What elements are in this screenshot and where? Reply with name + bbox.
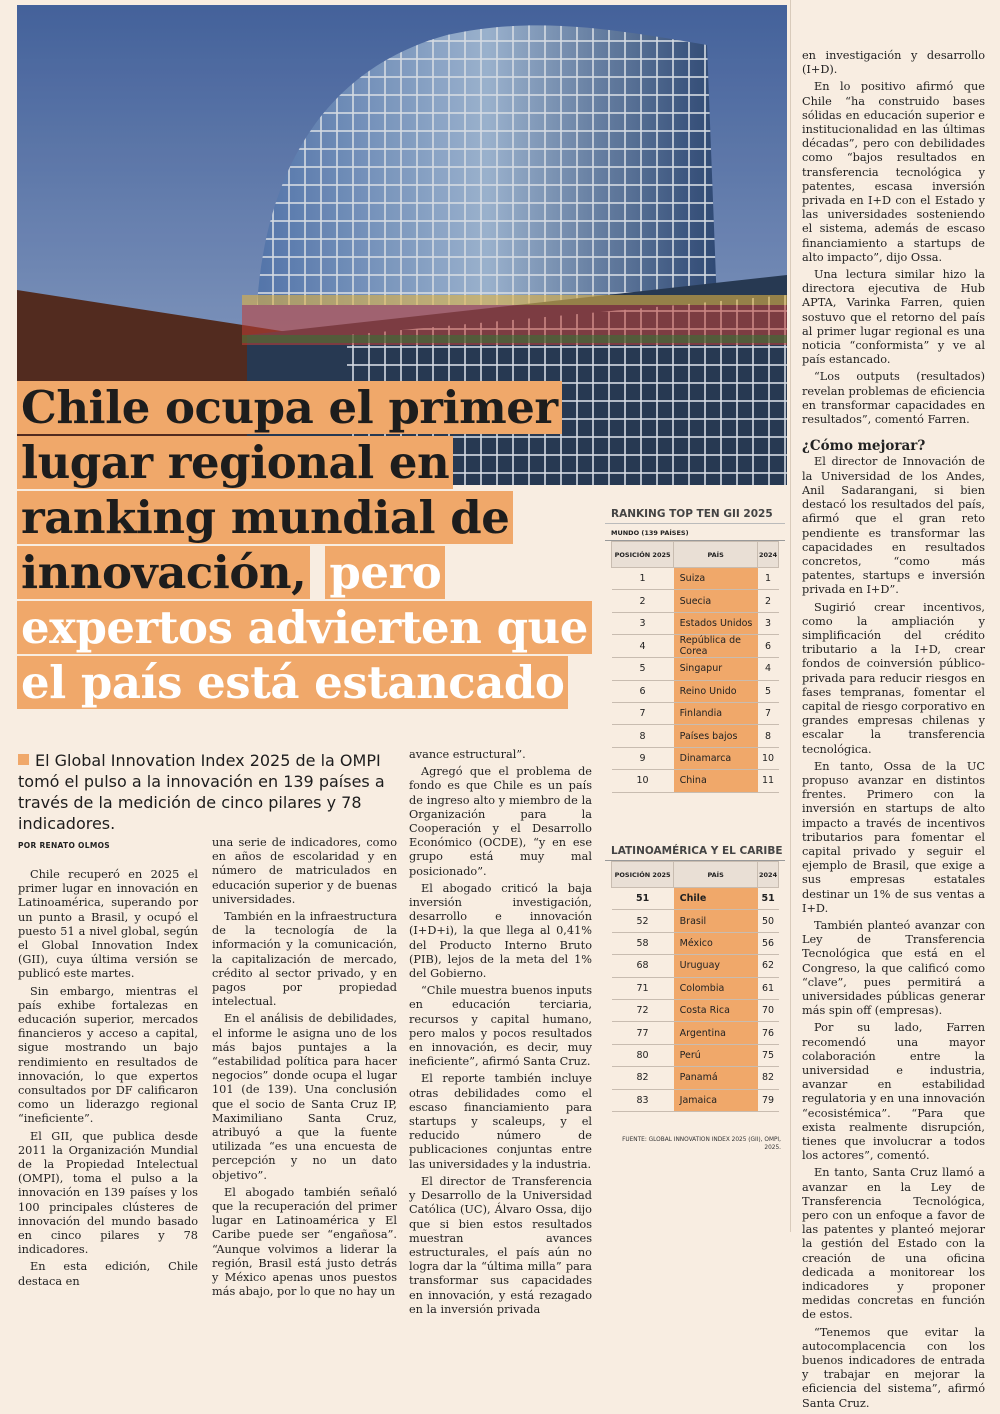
rank-2024-cell: 8 [758,725,779,747]
table-row [612,1067,779,1089]
paragraph: Por su lado, Farren recomendó una mayor colaboración entre la universidad e industria, avanzar en estabilidad regulatoria y en una innovación “ecosistémica”. “Para que exista realmente disrupción, tienes que involucrar a todos los actores”, comentó. [802,1021,985,1163]
rank-2024-cell: 62 [758,955,779,977]
rank-2025-cell: 58 [612,932,674,954]
table-row [612,1044,779,1066]
rank-2025-cell: 10 [612,770,674,792]
paragraph: “Chile muestra buenos inputs en educación terciaria, recursos y capital humano, pero malos y pocos resultados en innovación, es decir, muy ineficiente”, afirmó Santa Cruz. [409,984,592,1069]
col-header: POSICIÓN 2025 [612,542,674,568]
table-row [612,999,779,1021]
rank-2024-cell: 50 [758,910,779,932]
rank-2024-cell: 82 [758,1067,779,1089]
col-header: PAÍS [674,542,758,568]
paragraph: una serie de indicadores, como en años de escolaridad y en número de matriculados en educación superior y de buenas universidades. [212,836,397,906]
rank-2025-cell: 3 [612,612,674,634]
lead-text: El Global Innovation Index 2025 de la OMPI tomó el pulso a la innovación en 139 países a través de la medición de cinco pilares y 78 indicadores. [18,751,385,833]
table-row [612,910,779,932]
paragraph: También en la infraestructura de la tecnología de la información y la comunicación, la capitalización de mercado, crédito al sector privado, y en pagos por propiedad intelectual. [212,910,397,1009]
table-row [612,725,779,747]
table-row [612,955,779,977]
rank-2025-cell: 7 [612,702,674,724]
table-row [612,932,779,954]
paragraph: El abogado también señaló que la recuperación del primer lugar en Latinoamérica y El Caribe puede ser “engañosa”. “Aunque volvimos a liderar la región, Brasil está justo detrás y México apenas unos puestos más abajo, por lo que no hay un [212,1185,397,1299]
table-row [612,590,779,612]
column-divider [790,0,791,1232]
table-row [612,658,779,680]
section-subheading: ¿Cómo mejorar? [802,438,926,455]
paragraph: En tanto, Santa Cruz llamó a avanzar en la Ley de Transferencia Tecnológica, pero con un enfoque a favor de las patentes y planteó mejorar la gestión del Estado con la creación de una oficina dedicada a monitorear los indicadores y proponer medidas concretas en función de estos. [802,1166,985,1322]
rank-2025-cell: 68 [612,955,674,977]
paragraph: “Tenemos que evitar la autocomplacencia con los buenos indicadores de entrada y trabajar en mejorar la eficiencia del sistema”, afirmó Santa Cruz. [802,1325,985,1410]
rank-2024-cell: 79 [758,1089,779,1111]
paragraph: El reporte también incluye otras debilidades como el escaso financiamiento para startups y scaleups, y el reducido número de publicaciones conjuntas entre las universidades y la industria. [409,1072,592,1171]
rank-2024-cell: 51 [758,888,779,910]
headline-secondary: pero expertos advierten que el país está estancado [17,546,592,709]
country-cell: Suecia [674,590,758,612]
rank-2025-cell: 8 [612,725,674,747]
table-row [612,1089,779,1111]
country-cell: Panamá [674,1067,758,1089]
country-cell: México [674,932,758,954]
country-cell: Finlandia [674,702,758,724]
country-cell: Costa Rica [674,999,758,1021]
country-cell: Argentina [674,1022,758,1044]
paragraph: Chile recuperó en 2025 el primer lugar en innovación en Latinoamérica, superando por un punto a Brasil, y ocupó el puesto 51 a nivel global, según el Global Innovation Index (GII), cuya última versión se publicó este martes. [18,868,198,981]
ranking-world-box [605,508,785,793]
article-column-2 [212,836,397,1303]
rank-2025-cell: 1 [612,568,674,590]
byline: POR RENATO OLMOS [18,841,110,850]
rank-2025-cell: 52 [612,910,674,932]
rank-2024-cell: 2 [758,590,779,612]
rank-2025-cell: 51 [612,888,674,910]
table-row [612,770,779,792]
table-row [612,612,779,634]
ranking-latam-table [611,861,779,1112]
table-source: FUENTE: GLOBAL INNOVATION INDEX 2025 (GII), OMPI, 2025. [622,1137,781,1151]
paragraph: El abogado criticó la baja inversión investigación, desarrollo e innovación (I+D+i), la que llega al 0,41% del Producto Interno Bruto (PIB), lejos de la meta del 1% del Gobierno. [409,881,592,981]
rank-2024-cell: 5 [758,680,779,702]
paragraph: Sugirió crear incentivos, como la ampliación y simplificación del crédito tributario a la I+D, crear fondos de coinversión público-privada para reducir riesgos en fases tempranas, fomentar el capital de riesgo corporativo en grandes empresas chilenas y escalar la transferencia tecnológica. [802,600,985,756]
table-row [612,635,779,658]
bullet-square-icon [18,754,29,765]
table-row [612,977,779,999]
paragraph: Agregó que el problema de fondo es que Chile es un país de ingreso alto y miembro de la Organización para la Cooperación y el Desarrollo Económico (OCDE), “y en ese grupo está muy mal posicionado”. [409,765,592,878]
country-cell: Uruguay [674,955,758,977]
article-column-4 [802,49,985,1414]
paragraph: El director de Transferencia y Desarrollo de la Universidad Católica (UC), Álvaro Ossa, dijo que si bien estos resultados muestran avances estructurales, el país aún no logra dar la “última milla” para transformar sus capacidades en innovación, y está rezagado en la inversión privada [409,1174,592,1316]
paragraph: También planteó avanzar con Ley de Transferencia Tecnológica que está en el Congreso, la que calificó como “clave”, pues permitirá a universidades públicas generar más spin off (empresas). [802,918,985,1018]
col-header: 2024 [758,542,779,568]
ranking-latam-box [605,845,785,1112]
rank-2025-cell: 82 [612,1067,674,1089]
country-cell: Países bajos [674,725,758,747]
table-title: LATINOAMÉRICA Y EL CARIBE [605,845,785,861]
table-row [612,568,779,590]
country-cell: República de Corea [674,635,758,658]
rank-2024-cell: 61 [758,977,779,999]
rank-2025-cell: 71 [612,977,674,999]
country-cell: Dinamarca [674,747,758,769]
table-row [612,702,779,724]
table-subtitle: MUNDO (139 PAÍSES) [605,524,785,541]
paragraph: avance estructural”. [409,748,526,761]
rank-2025-cell: 77 [612,1022,674,1044]
rank-2025-cell: 6 [612,680,674,702]
country-cell: Estados Unidos [674,612,758,634]
country-cell: Reino Unido [674,680,758,702]
country-cell: Singapur [674,658,758,680]
col-header: POSICIÓN 2025 [612,862,674,888]
paragraph: En lo positivo afirmó que Chile “ha construido bases sólidas en educación superior e institucionalidad en las últimas décadas”, pero con debilidades como “bajos resultados en transferencia tecnológica y patentes, escasa inversión privada en I+D con el Estado y las universidades sosteniendo el sistema, además de escaso financiamiento a startups de alto impacto”, dijo Ossa. [802,80,985,264]
lead-paragraph [18,750,388,834]
paragraph: Una lectura similar hizo la directora ejecutiva de Hub APTA, Varinka Farren, quien sostuvo que el retorno del país al primer lugar regional es una noticia “conformista” y ve al país estancado. [802,268,985,367]
paragraph: en investigación y desarrollo (I+D). [802,49,985,77]
table-row [612,747,779,769]
rank-2025-cell: 2 [612,590,674,612]
rank-2024-cell: 76 [758,1022,779,1044]
col-header: PAÍS [674,862,758,888]
paragraph: En tanto, Ossa de la UC propuso avanzar en distintos frentes. Primero con la inversión en startups de alto impacto a través de incentivos tributarios para fomentar el capital privado y seguir el ejemplo de Brasil, que exige a sus empresas estatales destinar un 1% de sus ventas a I+D. [802,759,985,915]
headline-main: Chile ocupa el primer lugar regional en ranking mundial de innovación, [17,381,562,599]
ranking-world-table [611,541,779,793]
paragraph: Sin embargo, mientras el país exhibe fortalezas en educación superior, mercados financieros y acceso a capital, sigue mostrando un bajo rendimiento en resultados de innovación, lo que expertos consultados por DF calificaron como un liderazgo regional “ineficiente”. [18,984,198,1126]
rank-2025-cell: 9 [612,747,674,769]
rank-2025-cell: 5 [612,658,674,680]
rank-2024-cell: 6 [758,635,779,658]
rank-2025-cell: 83 [612,1089,674,1111]
col-header: 2024 [758,862,779,888]
country-cell: Brasil [674,910,758,932]
paragraph: El director de Innovación de la Universidad de los Andes, Anil Sadarangani, si bien destacó los resultados del país, afirmó que el gran reto pendiente es transformar las capacidades en resultados concretos, “como más patentes, startups e inversión privada en I+D”. [802,455,985,597]
rank-2024-cell: 11 [758,770,779,792]
paragraph: En esta edición, Chile destaca en [18,1260,198,1288]
rank-2025-cell: 72 [612,999,674,1021]
paragraph: “Los outputs (resultados) revelan problemas de eficiencia en transformar capacidades en resultados”, comentó Farren. [802,370,985,427]
country-cell: Chile [674,888,758,910]
rank-2024-cell: 3 [758,612,779,634]
rank-2025-cell: 80 [612,1044,674,1066]
table-row [612,1022,779,1044]
rank-2024-cell: 4 [758,658,779,680]
country-cell: China [674,770,758,792]
table-title: RANKING TOP TEN GII 2025 [605,508,785,524]
country-cell: Jamaica [674,1089,758,1111]
table-row [612,888,779,910]
rank-2024-cell: 70 [758,999,779,1021]
rank-2024-cell: 7 [758,702,779,724]
country-cell: Suiza [674,568,758,590]
rank-2025-cell: 4 [612,635,674,658]
paragraph: El GII, que publica desde 2011 la Organización Mundial de la Propiedad Intelectual (OMPI), toma el pulso a la innovación en 139 países y los 100 principales clústeres de innovación del mundo basado en cinco pilares y 78 indicadores. [18,1129,198,1257]
country-cell: Colombia [674,977,758,999]
article-column-3 [409,748,592,1320]
paragraph: En el análisis de debilidades, el informe le asigna uno de los más bajos puntajes a la “estabilidad política para hacer negocios” donde ocupa el lugar 101 (de 139). Una conclusión que el socio de Santa Cruz IP, Maximiliano Santa Cruz, atribuyó a que la fuente utilizada “es una encuesta de percepción y no un dato objetivo”. [212,1012,397,1182]
rank-2024-cell: 10 [758,747,779,769]
rank-2024-cell: 1 [758,568,779,590]
rank-2024-cell: 75 [758,1044,779,1066]
table-row [612,680,779,702]
article-column-1 [18,868,198,1292]
headline [17,380,607,710]
rank-2024-cell: 56 [758,932,779,954]
country-cell: Perú [674,1044,758,1066]
